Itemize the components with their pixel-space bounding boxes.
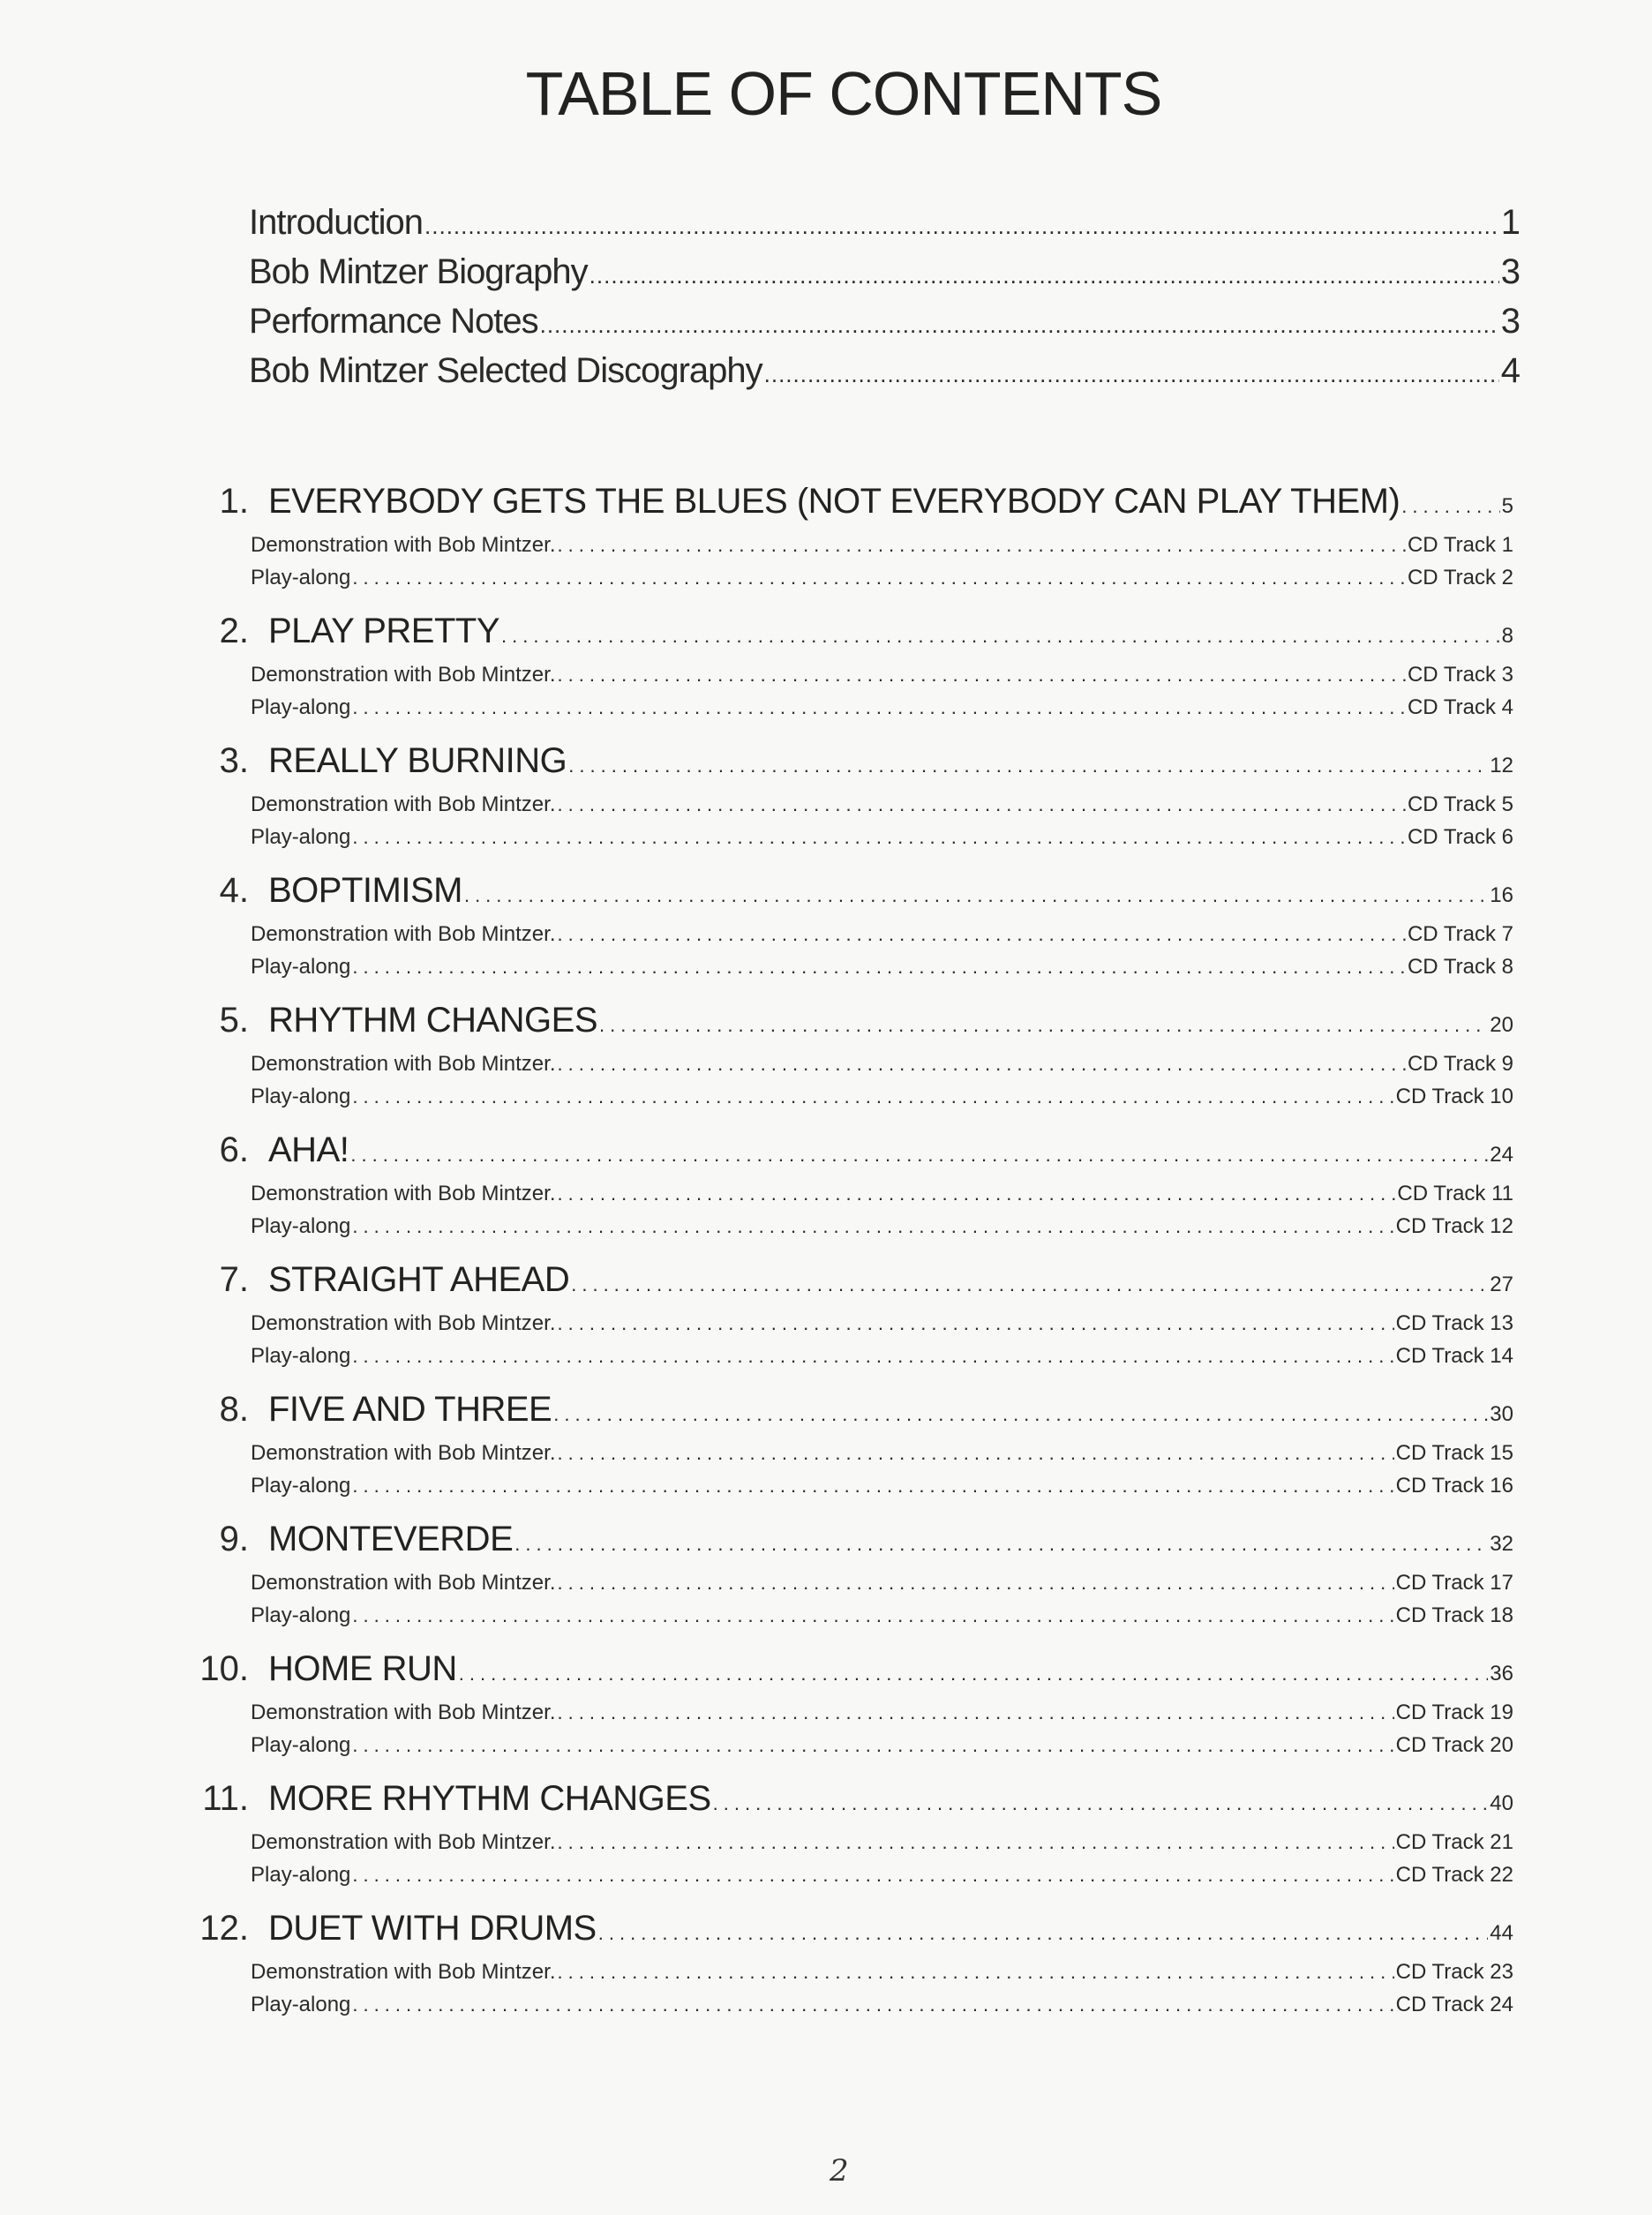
playalong-track: CD Track 12 xyxy=(1395,1214,1513,1238)
song-entry xyxy=(159,1909,1513,2039)
playalong-label: Play-along xyxy=(251,1214,351,1238)
entry-label: Bob Mintzer Selected Discography xyxy=(249,351,762,390)
demo-row xyxy=(251,1311,1513,1344)
song-page: 24 xyxy=(1490,1143,1513,1167)
demo-label: Demonstration with Bob Mintzer. xyxy=(251,1052,556,1076)
dot-leader xyxy=(557,1442,1393,1465)
playalong-row xyxy=(251,1085,1513,1117)
entry-label: Performance Notes xyxy=(249,302,538,341)
playalong-track: CD Track 16 xyxy=(1395,1474,1513,1498)
song-page: 36 xyxy=(1490,1662,1513,1686)
playalong-label: Play-along xyxy=(251,1474,351,1498)
song-entry xyxy=(159,1001,1513,1130)
song-title: FIVE AND THREE xyxy=(268,1390,552,1429)
dot-leader xyxy=(557,1831,1393,1854)
playalong-track: CD Track 24 xyxy=(1395,1993,1513,2016)
playalong-row xyxy=(251,1733,1513,1766)
dot-leader xyxy=(424,213,1499,240)
demo-label: Demonstration with Bob Mintzer. xyxy=(251,1571,556,1595)
song-title-row xyxy=(159,1001,1513,1052)
song-title: EVERYBODY GETS THE BLUES (NOT EVERYBODY CAN PLAY THEM) xyxy=(268,482,1400,521)
demo-label: Demonstration with Bob Mintzer. xyxy=(251,663,556,687)
dot-leader xyxy=(557,923,1405,946)
playalong-row xyxy=(251,1863,1513,1896)
dot-leader xyxy=(352,1604,1393,1627)
song-title-row xyxy=(159,482,1513,533)
song-number: 11. xyxy=(202,1779,249,1818)
song-title: HOME RUN xyxy=(268,1649,457,1688)
entry-page: 4 xyxy=(1500,351,1520,390)
demo-label: Demonstration with Bob Mintzer. xyxy=(251,1701,556,1724)
demo-label: Demonstration with Bob Mintzer. xyxy=(251,533,556,557)
song-number: 2. xyxy=(219,612,249,650)
playalong-row xyxy=(251,825,1513,858)
playalong-label: Play-along xyxy=(251,566,351,589)
playalong-row xyxy=(251,1344,1513,1377)
demo-row xyxy=(251,663,1513,695)
dot-leader xyxy=(352,1734,1393,1757)
playalong-row xyxy=(251,1993,1513,2025)
front-matter-list xyxy=(249,203,1520,401)
dot-leader xyxy=(352,567,1406,589)
demo-label: Demonstration with Bob Mintzer. xyxy=(251,1960,556,1984)
dot-leader xyxy=(599,1014,1488,1037)
dot-leader xyxy=(352,1215,1393,1238)
song-title-row xyxy=(159,741,1513,792)
dot-leader xyxy=(352,1864,1393,1887)
entry-label: Introduction xyxy=(249,203,424,242)
song-title: PLAY PRETTY xyxy=(268,612,499,650)
dot-leader xyxy=(557,1572,1393,1595)
dot-leader xyxy=(352,1475,1393,1498)
playalong-row xyxy=(251,695,1513,728)
page-number: 2 xyxy=(830,2153,849,2189)
dot-leader xyxy=(464,884,1488,907)
song-page: 5 xyxy=(1501,494,1513,518)
dot-leader xyxy=(352,1994,1393,2016)
playalong-label: Play-along xyxy=(251,1085,351,1108)
song-title-row xyxy=(159,871,1513,922)
demo-row xyxy=(251,1960,1513,1993)
entry-page: 3 xyxy=(1500,252,1520,291)
demo-row xyxy=(251,1052,1513,1085)
dot-leader xyxy=(352,826,1406,849)
demo-row xyxy=(251,922,1513,955)
demo-track: CD Track 15 xyxy=(1395,1441,1513,1465)
song-entry xyxy=(159,1520,1513,1649)
dot-leader xyxy=(1401,495,1499,518)
demo-track: CD Track 13 xyxy=(1395,1311,1513,1335)
song-title: BOPTIMISM xyxy=(268,871,462,910)
playalong-label: Play-along xyxy=(251,1993,351,2016)
playalong-track: CD Track 2 xyxy=(1407,566,1513,589)
demo-track: CD Track 11 xyxy=(1397,1182,1513,1205)
dot-leader xyxy=(713,1792,1489,1815)
song-title-row xyxy=(159,1520,1513,1571)
song-page: 32 xyxy=(1490,1532,1513,1556)
demo-label: Demonstration with Bob Mintzer. xyxy=(251,1182,556,1205)
demo-track: CD Track 17 xyxy=(1395,1571,1513,1595)
song-page: 40 xyxy=(1490,1791,1513,1815)
song-page: 27 xyxy=(1490,1273,1513,1296)
song-number: 9. xyxy=(219,1520,249,1558)
dot-leader xyxy=(557,534,1405,557)
dot-leader xyxy=(589,262,1499,289)
song-number: 12. xyxy=(199,1909,249,1948)
song-number: 7. xyxy=(219,1260,249,1299)
dot-leader xyxy=(501,625,1500,648)
song-title-row xyxy=(159,1390,1513,1441)
front-matter-entry xyxy=(249,203,1520,252)
dot-leader xyxy=(352,956,1406,979)
song-page: 44 xyxy=(1490,1921,1513,1945)
dot-leader xyxy=(557,1053,1405,1076)
demo-row xyxy=(251,1701,1513,1733)
dot-leader xyxy=(540,312,1499,339)
demo-track: CD Track 5 xyxy=(1407,792,1513,816)
song-number: 8. xyxy=(219,1390,249,1429)
song-title: MORE RHYTHM CHANGES xyxy=(268,1779,711,1818)
song-title-row xyxy=(159,1649,1513,1701)
front-matter-entry xyxy=(249,252,1520,302)
song-entry xyxy=(159,871,1513,1001)
playalong-track: CD Track 8 xyxy=(1407,955,1513,979)
song-list xyxy=(159,482,1513,2039)
song-title: DUET WITH DRUMS xyxy=(268,1909,597,1948)
playalong-label: Play-along xyxy=(251,1603,351,1627)
song-title: RHYTHM CHANGES xyxy=(268,1001,598,1040)
dot-leader xyxy=(557,1312,1393,1335)
demo-row xyxy=(251,792,1513,825)
song-number: 1. xyxy=(219,482,249,521)
song-entry xyxy=(159,1130,1513,1260)
playalong-row xyxy=(251,1603,1513,1636)
dot-leader xyxy=(557,1183,1395,1205)
playalong-row xyxy=(251,955,1513,987)
dot-leader xyxy=(350,1144,1488,1167)
playalong-track: CD Track 4 xyxy=(1407,695,1513,719)
song-number: 10. xyxy=(199,1649,249,1688)
demo-track: CD Track 21 xyxy=(1395,1830,1513,1854)
song-title-row xyxy=(159,612,1513,663)
playalong-track: CD Track 6 xyxy=(1407,825,1513,849)
playalong-track: CD Track 14 xyxy=(1395,1344,1513,1368)
demo-track: CD Track 23 xyxy=(1395,1960,1513,1984)
demo-track: CD Track 3 xyxy=(1407,663,1513,687)
front-matter-entry xyxy=(249,351,1520,401)
song-number: 4. xyxy=(219,871,249,910)
playalong-label: Play-along xyxy=(251,1863,351,1887)
demo-track: CD Track 7 xyxy=(1407,922,1513,946)
song-page: 8 xyxy=(1501,624,1513,648)
dot-leader xyxy=(352,1085,1393,1108)
entry-page: 3 xyxy=(1500,302,1520,341)
demo-label: Demonstration with Bob Mintzer. xyxy=(251,1441,556,1465)
playalong-label: Play-along xyxy=(251,955,351,979)
song-number: 6. xyxy=(219,1130,249,1169)
playalong-label: Play-along xyxy=(251,1733,351,1757)
dot-leader xyxy=(459,1663,1489,1686)
song-entry xyxy=(159,1260,1513,1390)
demo-row xyxy=(251,1571,1513,1603)
demo-track: CD Track 1 xyxy=(1407,533,1513,557)
song-title-row xyxy=(159,1779,1513,1830)
entry-label: Bob Mintzer Biography xyxy=(249,252,588,291)
playalong-track: CD Track 18 xyxy=(1395,1603,1513,1627)
demo-track: CD Track 19 xyxy=(1395,1701,1513,1724)
playalong-label: Play-along xyxy=(251,1344,351,1368)
demo-label: Demonstration with Bob Mintzer. xyxy=(251,1830,556,1854)
song-entry xyxy=(159,1649,1513,1779)
dot-leader xyxy=(764,361,1499,388)
dot-leader xyxy=(557,1961,1393,1984)
song-entry xyxy=(159,741,1513,871)
dot-leader xyxy=(598,1922,1489,1945)
dot-leader xyxy=(553,1403,1488,1426)
dot-leader xyxy=(557,664,1405,687)
song-title-row xyxy=(159,1130,1513,1182)
demo-row xyxy=(251,1182,1513,1214)
song-title-row xyxy=(159,1909,1513,1960)
dot-leader xyxy=(568,755,1488,777)
demo-label: Demonstration with Bob Mintzer. xyxy=(251,792,556,816)
demo-label: Demonstration with Bob Mintzer. xyxy=(251,1311,556,1335)
playalong-track: CD Track 22 xyxy=(1395,1863,1513,1887)
dot-leader xyxy=(557,1701,1393,1724)
song-page: 16 xyxy=(1490,883,1513,907)
playalong-track: CD Track 20 xyxy=(1395,1733,1513,1757)
song-page: 30 xyxy=(1490,1402,1513,1426)
demo-label: Demonstration with Bob Mintzer. xyxy=(251,922,556,946)
song-title: REALLY BURNING xyxy=(268,741,567,780)
dot-leader xyxy=(571,1273,1488,1296)
song-title: MONTEVERDE xyxy=(268,1520,514,1558)
playalong-row xyxy=(251,566,1513,598)
playalong-row xyxy=(251,1474,1513,1506)
song-title: AHA! xyxy=(268,1130,349,1169)
demo-row xyxy=(251,1441,1513,1474)
entry-page: 1 xyxy=(1500,203,1520,242)
demo-row xyxy=(251,533,1513,566)
demo-track: CD Track 9 xyxy=(1407,1052,1513,1076)
song-entry xyxy=(159,1779,1513,1909)
dot-leader xyxy=(514,1533,1488,1556)
page-title: TABLE OF CONTENTS xyxy=(525,59,1162,128)
playalong-row xyxy=(251,1214,1513,1247)
dot-leader xyxy=(352,1345,1393,1368)
song-entry xyxy=(159,612,1513,741)
song-entry xyxy=(159,482,1513,612)
dot-leader xyxy=(352,696,1406,719)
song-number: 3. xyxy=(219,741,249,780)
playalong-label: Play-along xyxy=(251,695,351,719)
song-number: 5. xyxy=(219,1001,249,1040)
song-title-row xyxy=(159,1260,1513,1311)
demo-row xyxy=(251,1830,1513,1863)
song-title: STRAIGHT AHEAD xyxy=(268,1260,570,1299)
song-entry xyxy=(159,1390,1513,1520)
playalong-track: CD Track 10 xyxy=(1395,1085,1513,1108)
dot-leader xyxy=(557,793,1405,816)
song-page: 12 xyxy=(1490,754,1513,777)
song-page: 20 xyxy=(1490,1013,1513,1037)
playalong-label: Play-along xyxy=(251,825,351,849)
front-matter-entry xyxy=(249,302,1520,351)
